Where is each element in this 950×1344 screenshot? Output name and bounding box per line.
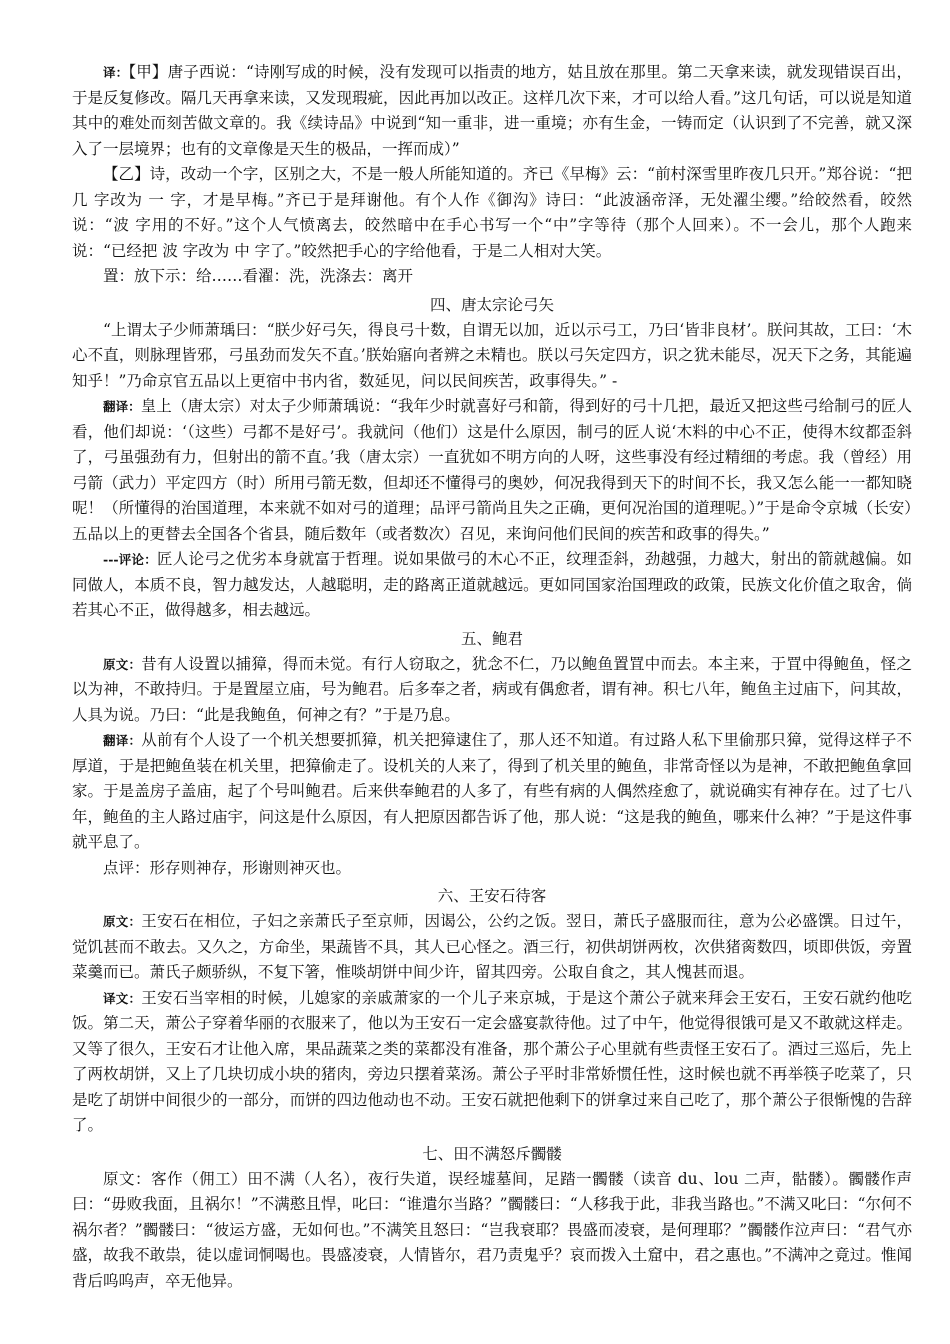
paragraph-original-7 [72, 1167, 912, 1295]
paragraph-jia-translation [72, 60, 912, 162]
paragraph-translation-5 [72, 728, 912, 856]
section-label: 原文： [103, 914, 142, 929]
section-label: 译文： [103, 990, 142, 1006]
section-heading-4: 四、唐太宗论弓矢 [429, 295, 554, 314]
paragraph-text: 置：放下示：给……看濯：洗，洗涤去：离开 [103, 267, 414, 285]
section-heading-5: 五、鲍君 [460, 629, 523, 648]
section-label: 翻译： [103, 733, 142, 748]
paragraph-text: 昔有人设置以捕獐，得而未觉。有行人窃取之，犹念不仁，乃以鲍鱼置罝中而去。本主来，于罝中得鲍鱼，怪之以为神，不敢持归。于是置屋立庙，号为鲍君。后多奉之者，病或有偶愈者，谓有神。积七八年，鲍鱼主过庙下，问其故，人具为说。乃曰：“此是我鲍鱼，何神之有？”于是乃息。 [72, 654, 912, 724]
paragraph-text: 点评：形存则神存，形谢则神灭也。 [103, 858, 352, 877]
paragraph-text: 王安石当宰相的时候，儿媳家的亲戚萧家的一个儿子来京城，于是这个萧公子就来拜会王安石，王安石就约他吃饭。第二天，萧公子穿着华丽的衣服来了，他以为王安石一定会盛宴款待他。过了中午，他觉得很饿可是又不敢就这样走。又等了很久，王安石才让他入席，果品蔬菜之类的菜都没有准备，那个萧公子心里就有些责怪王安石了。酒过三巡后，先上了两枚胡饼，又上了几块切成小块的猪肉，旁边只摆着菜汤。萧公子平时非常娇惯任性，这时候也就不再举筷子吃菜了，只是吃了胡饼中间很少的一部分，而饼的四边他动也不动。王安石就把他剩下的饼拿过来自己吃了，那个萧公子很惭愧的告辞了。 [72, 988, 912, 1134]
paragraph-text: 王安石在相位，子妇之亲萧氏子至京师，因谒公，公约之饭。翌日，萧氏子盛服而往，意为公必盛馔。日过午，觉饥甚而不敢去。又久之，方命坐，果蔬皆不具，其人已心怪之。酒三行，初供胡饼两枚，次供猪脔数四，顷即供饭，旁置菜羹而已。萧氏子颇骄纵，不复下箸，惟啖胡饼中间少许，留其四旁。公取自食之，其人愧甚而退。 [72, 912, 912, 981]
paragraph-original-5 [72, 652, 912, 729]
paragraph-text: “上谓太子少师萧瑀曰：“朕少好弓矢，得良弓十数，自谓无以加，近以示弓工，乃曰‘皆非良材’。朕问其故，工曰：‘木心不直，则脉理皆邪，弓虽劲而发矢不直。’朕始寤向者辨之未精也。朕以弓矢定四方，识之犹未能尽，况天下之务，其能遍知乎！”乃命京官五品以上更宿中书内省，数延见，问以民间疾苦，政事得失。” - [72, 320, 912, 390]
section-label: 译： [103, 65, 129, 80]
paragraph-yi-translation [72, 162, 912, 264]
paragraph-glossary [72, 264, 912, 290]
section-label: 翻译： [103, 399, 141, 414]
paragraph-comment-4 [72, 547, 912, 624]
paragraph-text: 皇上（唐太宗）对太子少师萧瑀说：“我年少时就喜好弓和箭，得到好的弓十几把，最近又把这些弓给制弓的匠人看，他们却说：‘（这些）弓都不是好弓’。我就问（他们）这是什么原因，制弓的匠人说‘木料的中心不正，使得木纹都歪斜了，弓虽强劲有力，但射出的箭不直。’我（唐太宗）一直犹如不明方向的人呀，这些事没有经过精细的考虑。我（曾经）用弓箭（武力）平定四方（时）所用弓箭无数，但却还不懂得弓的奥妙，何况我得到天下的时间不长，我又怎么能一一都知晓呢！（所懂得的治国道理，本来就不如对弓的道理；品评弓箭尚且失之正确，更何况治国的道理呢。）”于是命令京城（长安）五品以上的更替去全国各个省县，随后数年（或者数次）召见，来询问他们民间的疾苦和政事的得失。” [72, 397, 912, 543]
paragraph-text: 原文：客作（佣工）田不满（人名），夜行失道，误经墟墓间，足踏一髑髅（读音 du、lou 二声，骷髅）。髑髅作声曰：“毋败我面，且祸尔！”不满憨且悍，叱曰：“谁遣尔当路？”髑髅曰：“人移我于此，非我当路也。”不满又叱曰：“尔何不祸尔者？”髑髅曰：“彼运方盛，无如何也。”不满笑且怒曰：“岂我衰耶？畏盛而凌衰，是何理耶？”髑髅作泣声曰：“君气亦盛，故我不敢祟，徒以虚词恫喝也。畏盛凌衰，人情皆尔，君乃责鬼乎？哀而拨入土窟中，君之惠也。”不满冲之竟过。惟闻背后呜呜声，卒无他异。 [72, 1169, 912, 1290]
paragraph-text: 【乙】诗，改动一个字，区别之大，不是一般人所能知道的。齐已《早梅》云：“前村深雪里昨夜几只开。”郑谷说：“把 几 字改为 一 字，才是早梅。”齐已于是拜谢他。有个人作《御沟》诗曰：“此波涵帝泽，无处濯尘缨。”给皎然看，皎然说：“波 字用的不好。”这个人气愤离去，皎然暗中在手心书写一个“中”字等待（那个人回来）。不一会儿，那个人跑来说：“已经把 波 字改为 中 字了。”皎然把手心的字给他看，于是二人相对大笑。 [72, 165, 912, 260]
document-page [72, 60, 912, 1294]
section-label: 原文： [103, 656, 142, 672]
section-heading-7: 七、田不满怒斥髑髅 [422, 1144, 562, 1163]
paragraph-original-6 [72, 909, 912, 986]
paragraph-text: 匠人论弓之优劣本身就富于哲理。说如果做弓的木心不正，纹理歪斜，劲越强，力越大，射出的箭就越偏。如同做人，本质不良，智力越发达，人越聪明，走的路离正道就越远。更如同国家治国理政的政策，民族文化价值之取舍，倘若其心不正，做得越多，相去越远。 [72, 550, 912, 619]
paragraph-translation-4 [72, 394, 912, 547]
paragraph-translation-6 [72, 986, 912, 1139]
paragraph-comment-5 [72, 856, 912, 882]
paragraph-text: 【甲】唐子西说：“诗刚写成的时候，没有发现可以指责的地方，姑且放在那里。第二天拿来读，就发现错误百出，于是反复修改。隔几天再拿来读，又发现瑕疵，因此再加以改正。这样几次下来，才可以给人看。”这几句话，可以说是知道其中的难处而刻苦做文章的。我《续诗品》中说到“知一重非，进一重境；亦有生金，一铸而定（认识到了不完善，就又深入了一层境界；也有的文章像是天生的极品，一挥而成）” [72, 63, 912, 158]
section-label: ---评论： [103, 552, 157, 567]
paragraph-original-4 [72, 318, 912, 395]
section-heading-6: 六、王安石待客 [437, 887, 547, 905]
paragraph-text: 从前有个人设了一个机关想要抓獐，机关把獐逮住了，那人还不知道。有过路人私下里偷那只獐，觉得这样子不厚道，于是把鲍鱼装在机关里，把獐偷走了。设机关的人来了，得到了机关里的鲍鱼，非常奇怪以为是神，不敢把鲍鱼拿回家。于是盖房子盖庙，起了个号叫鲍君。后来供奉鲍君的人多了，有些有病的人偶然痊愈了，就说确实有神存在。过了七八年，鲍鱼的主人路过庙宇，问这是什么原因，有人把原因都告诉了他，那人说：“这是我的鲍鱼，哪来什么神？”于是这件事就平息了。 [72, 731, 912, 851]
